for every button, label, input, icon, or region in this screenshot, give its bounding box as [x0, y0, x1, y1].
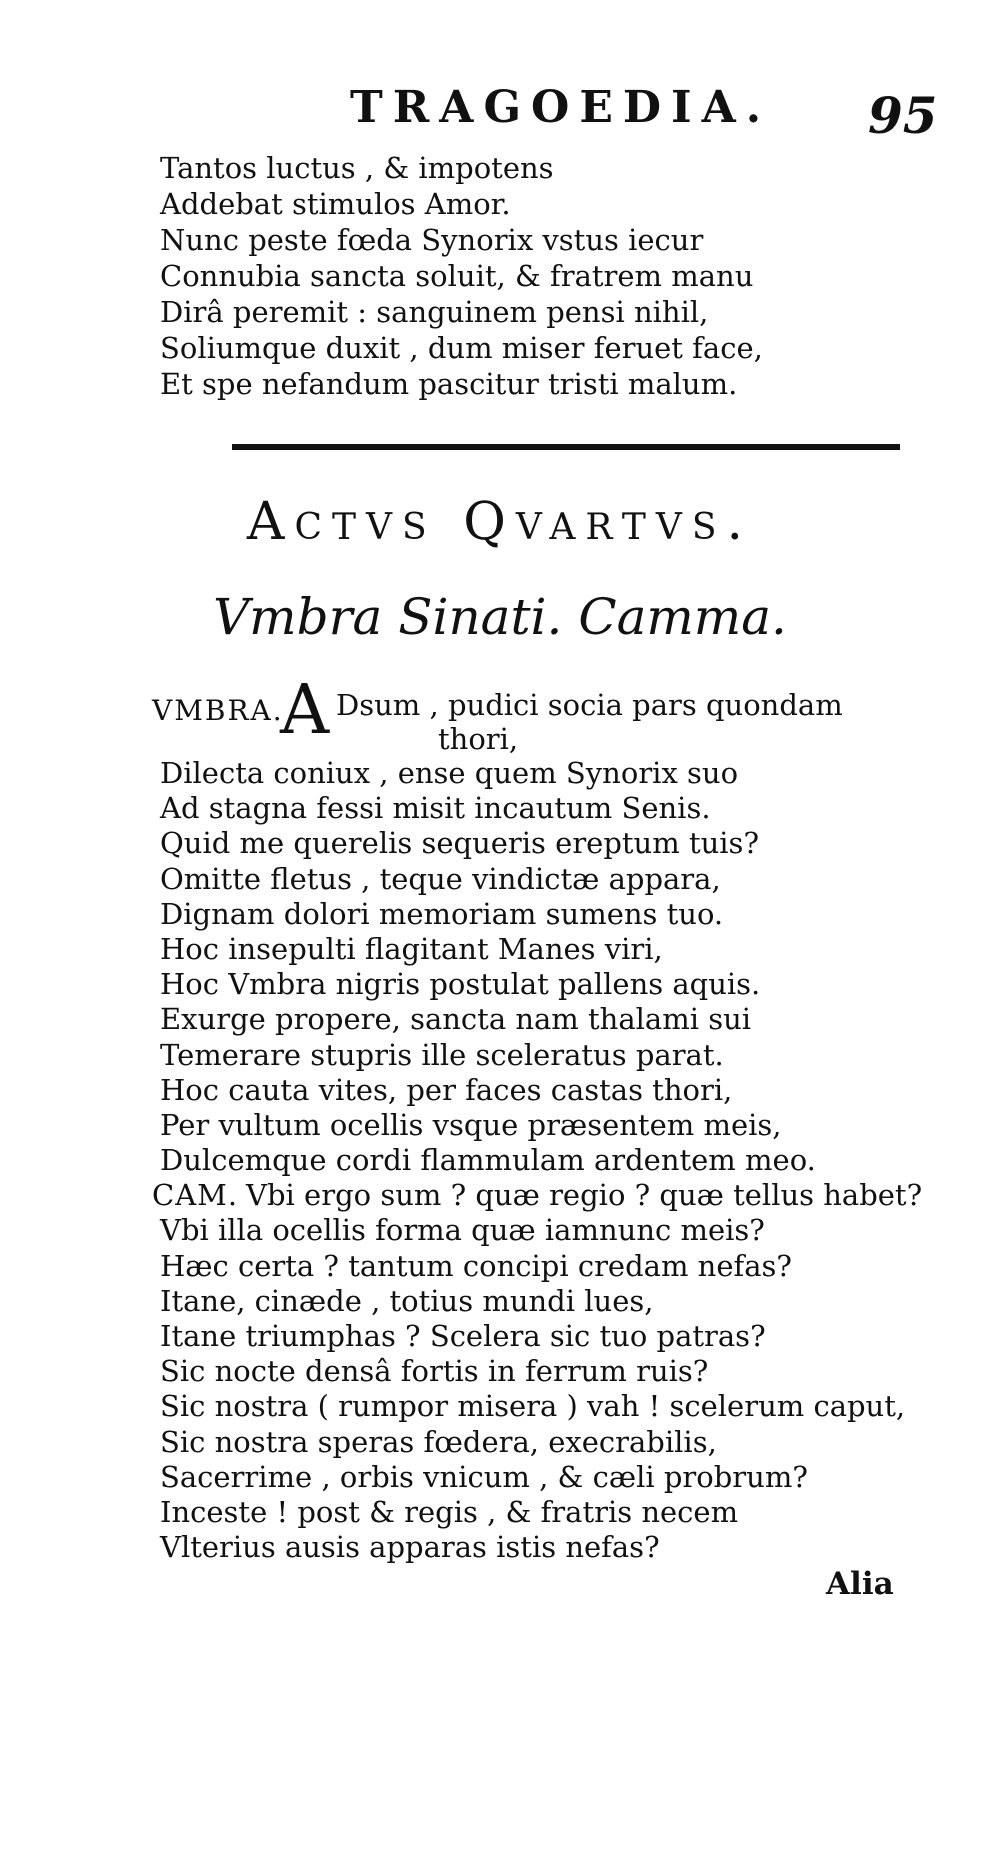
opening-speech	[152, 671, 992, 756]
verse-line: Nunc peste fœda Synorix vstus iecur	[160, 223, 704, 257]
dialogue-text: Dignam dolori memoriam sumens tuo.	[160, 896, 724, 931]
dialogue-text: Vbi illa ocellis forma quæ iamnunc meis?	[160, 1213, 765, 1248]
dialogue-line	[152, 1143, 992, 1178]
dialogue-text: Sic nocte densâ fortis in ferrum ruis?	[160, 1354, 709, 1389]
speech-line: Dsum , pudici socia pars quondam	[336, 688, 843, 722]
dialogue-line	[152, 1249, 992, 1284]
dialogue-line	[152, 862, 992, 897]
dialogue-line	[152, 932, 992, 967]
dialogue-text: Dilecta coniux , ense quem Synorix suo	[160, 756, 739, 790]
dialogue-line	[152, 1284, 992, 1319]
dialogue-line	[152, 1002, 992, 1037]
verse-line: Soliumque duxit , dum miser feruet face,	[160, 331, 763, 365]
speech-turnover: thori,	[438, 722, 519, 756]
verse-line: Tantos luctus , & impotens	[160, 151, 554, 185]
act-title: Actvs Qvartvs.	[246, 492, 754, 552]
dialogue-line	[152, 967, 992, 1002]
dialogue-line	[152, 1389, 992, 1424]
dialogue-text: Hæc certa ? tantum concipi credam nefas?	[160, 1248, 792, 1283]
dialogue-text: Quid me querelis sequeris ereptum tuis?	[160, 826, 759, 861]
dialogue-line	[152, 826, 992, 861]
dialogue-text: Ad stagna fessi misit incautum Senis.	[160, 791, 711, 826]
catchword: Alia	[826, 1566, 894, 1602]
speaker-label: VMBRA.	[152, 694, 284, 727]
dialogue-text: Sacerrime , orbis vnicum , & cæli probrum?	[160, 1459, 808, 1494]
dialogue-line	[152, 756, 992, 791]
dialogue-line	[152, 1073, 992, 1108]
dialogue-text: Vlterius ausis apparas istis nefas?	[160, 1530, 660, 1565]
dialogue-text: Vbi ergo sum ? quæ regio ? quæ tellus habet?	[246, 1178, 923, 1213]
dialogue-text: Sic nostra ( rumpor misera ) vah ! scelerum caput,	[160, 1389, 906, 1424]
speaker-label: CAM.	[152, 1178, 239, 1213]
page-number: 95	[868, 86, 938, 145]
dialogue-line	[152, 1213, 992, 1248]
dialogue-text: Temerare stupris ille sceleratus parat.	[160, 1037, 724, 1072]
dialogue-line	[152, 1425, 992, 1460]
verse-line: Dirâ peremit : sanguinem pensi nihil,	[160, 295, 709, 329]
dialogue-line	[152, 1495, 992, 1530]
dialogue-text: Itane triumphas ? Scelera sic tuo patras?	[160, 1319, 766, 1353]
dialogue-line	[152, 1178, 992, 1213]
dialogue-line	[152, 1530, 992, 1565]
scene-characters: Vmbra Sinati. Camma.	[213, 588, 787, 646]
chorus-verse	[160, 150, 980, 402]
drop-capital: A	[280, 671, 330, 750]
dialogue-line	[152, 1038, 992, 1073]
dialogue-text: Exurge propere, sancta nam thalami sui	[160, 1002, 752, 1037]
dialogue-text: Sic nostra speras fœdera, execrabilis,	[160, 1424, 717, 1459]
dialogue-text: Per vultum ocellis vsque præsentem meis,	[160, 1107, 782, 1142]
running-head: TRAGOEDIA.	[350, 82, 772, 133]
dialogue-text: Omitte fletus , teque vindictæ appara,	[160, 861, 721, 896]
dialogue-text: Hoc cauta vites, per faces castas thori,	[160, 1072, 733, 1107]
verse-line: Et spe nefandum pascitur tristi malum.	[160, 367, 738, 401]
dialogue-line	[152, 897, 992, 932]
dialogue-line	[152, 1319, 992, 1354]
dialogue-line	[152, 791, 992, 826]
dialogue-text: Inceste ! post & regis , & fratris necem	[160, 1494, 739, 1529]
dialogue-line	[152, 1108, 992, 1143]
section-divider	[232, 444, 900, 450]
dialogue-line	[152, 1354, 992, 1389]
dialogue-text: Hoc insepulti flagitant Manes viri,	[160, 931, 663, 966]
verse-line: Connubia sancta soluit, & fratrem manu	[160, 259, 754, 293]
dialogue-text: Dulcemque cordi flammulam ardentem meo.	[160, 1143, 816, 1178]
dialogue-line	[152, 1460, 992, 1495]
dialogue-text: Itane, cinæde , totius mundi lues,	[160, 1283, 654, 1318]
dialogue	[152, 756, 992, 1565]
dialogue-text: Hoc Vmbra nigris postulat pallens aquis.	[160, 967, 761, 1002]
verse-line: Addebat stimulos Amor.	[160, 187, 511, 221]
